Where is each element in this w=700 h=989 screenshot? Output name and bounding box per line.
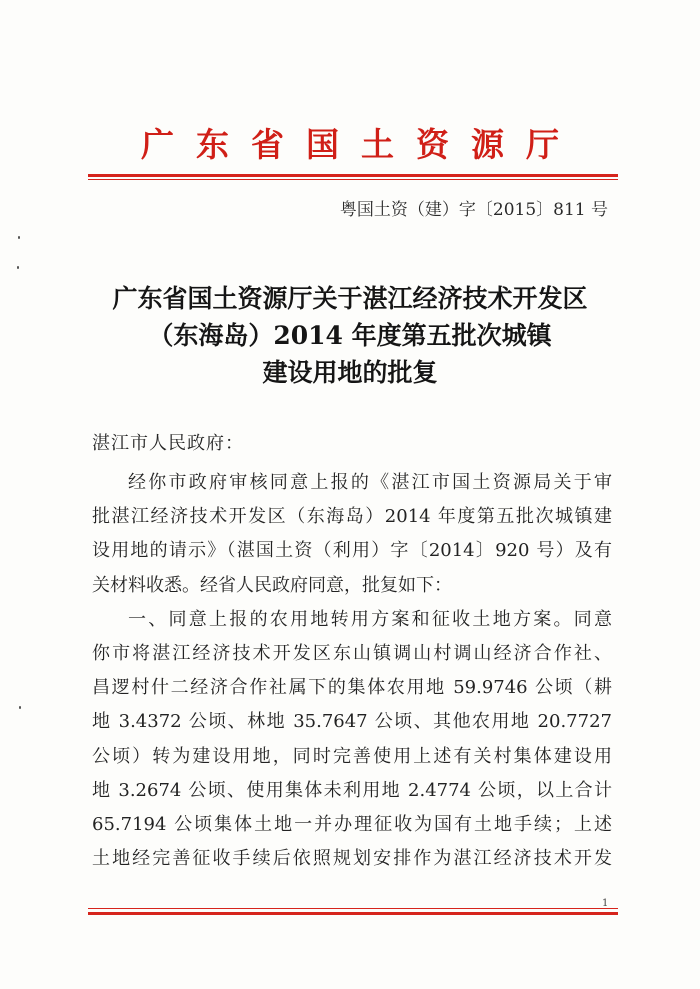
body-line: 经你市政府审核同意上报的《湛江市国土资源局关于审 [128,472,612,493]
document-title [0,280,700,391]
header-red-rule-thick [88,174,618,177]
title-line: 建设用地的批复 [262,358,438,387]
body-line: 批湛江经济技术开发区（东海岛）2014 年度第五批次城镇建 [92,506,612,528]
body-line: 土地经完善征收手续后依照规划安排作为湛江经济技术开发 [92,848,612,870]
body-line: 地 3.4372 公顷、林地 35.7647 公顷、其他农用地 20.7727 [92,711,612,733]
body-line: 昌逻村什二经济合作社属下的集体农用地 59.9746 公顷（耕 [92,677,612,699]
body-line: 你市将湛江经济技术开发区东山镇调山村调山经济合作社、 [92,642,612,664]
footer-red-rule-thin [88,908,618,909]
salutation: 湛江市人民政府： [92,433,244,454]
scan-speck [19,706,21,709]
title-line: 广东省国土资源厅关于湛江经济技术开发区 [112,284,588,313]
body-line: 地 3.2674 公顷、使用集体未利用地 2.4774 公顷，以上合计 [92,779,612,801]
issuing-organization-header: 广东省国土资源厅 [141,125,581,164]
footer-red-rule-thick [88,912,618,915]
body-line: 设用地的请示》（湛国土资（利用）字〔2014〕920 号）及有 [92,540,612,562]
scan-speck [18,236,20,239]
body-line: 公顷）转为建设用地，同时完善使用上述有关村集体建设用 [92,745,612,767]
title-line: （东海岛）2014 年度第五批次城镇 [148,321,552,350]
scan-speck [17,266,19,269]
body-line: 一、同意上报的农用地转用方案和征收土地方案。同意 [128,608,612,630]
page-number: 1 [602,898,609,909]
header-red-rule-thin [88,179,618,180]
body-line: 65.7194 公顷集体土地一并办理征收为国有土地手续；上述 [92,813,612,835]
body-text [92,466,612,876]
document-number: 粤国土资（建）字〔2015〕811 号 [339,200,608,220]
body-line: 关材料收悉。经省人民政府同意，批复如下： [92,574,452,596]
